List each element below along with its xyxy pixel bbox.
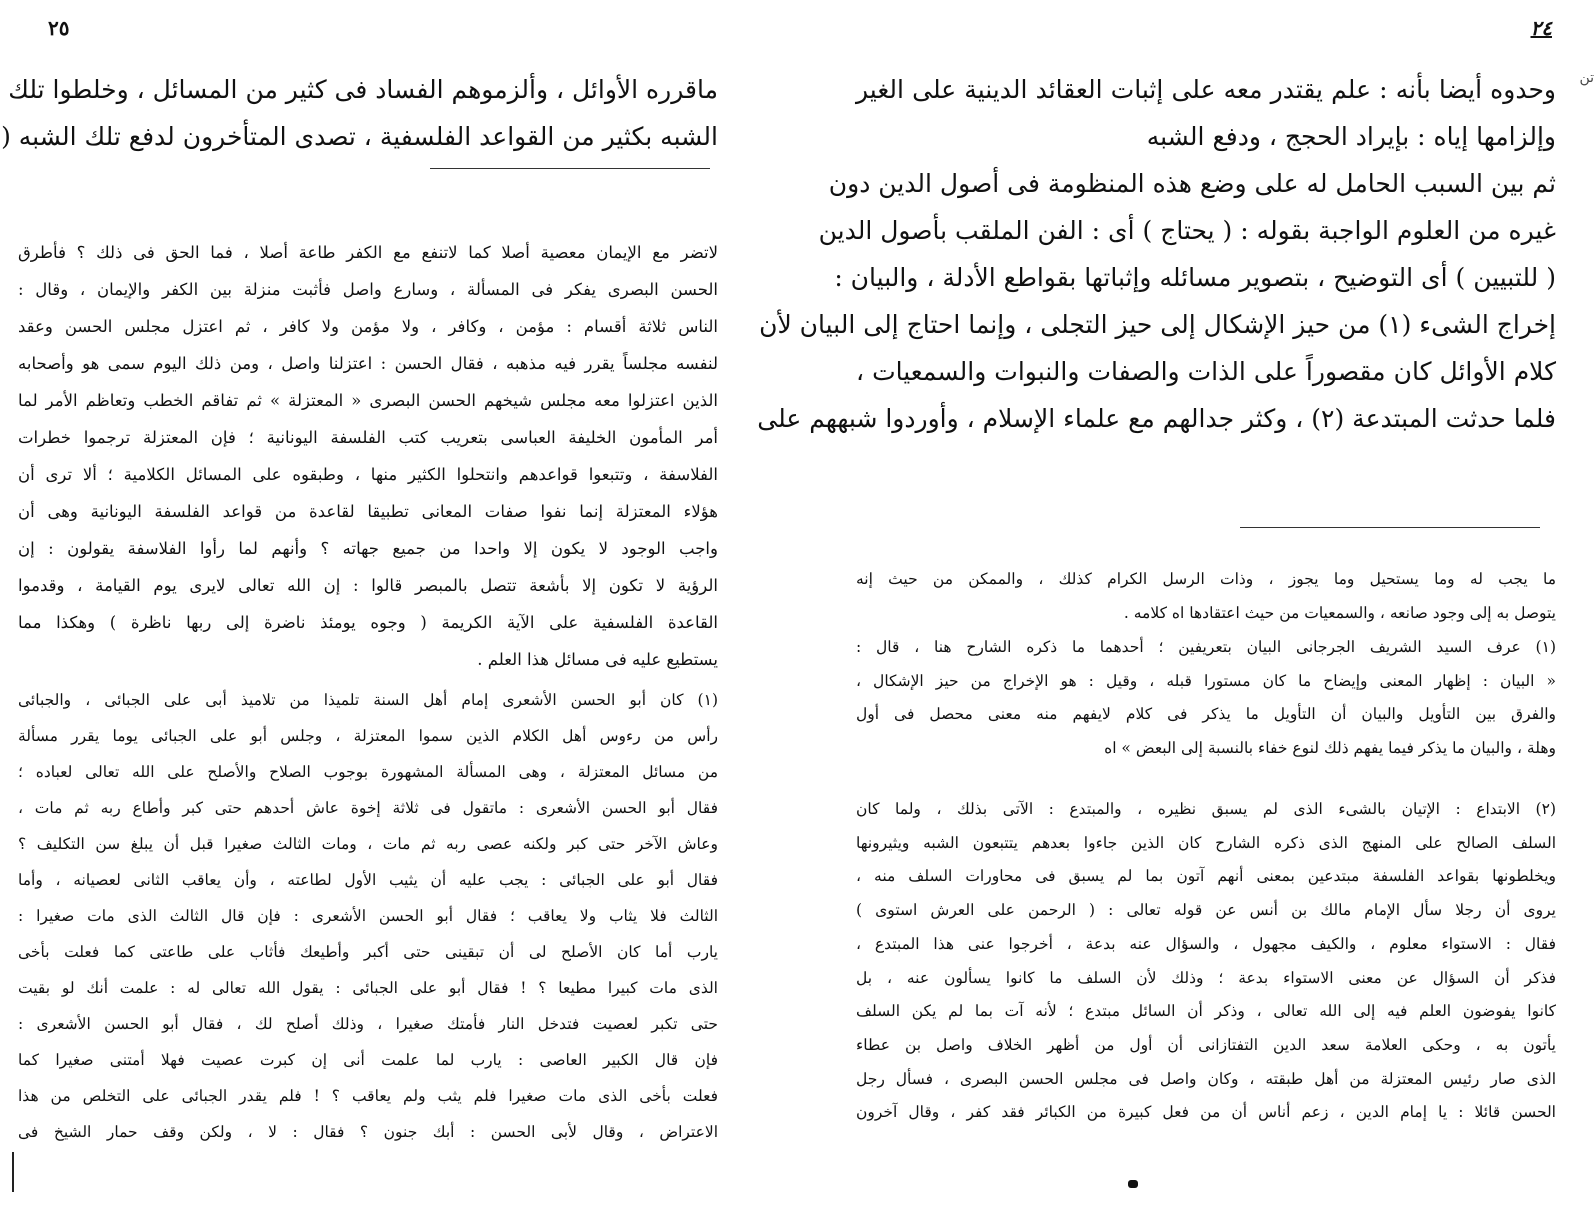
text-line: فإن قال الكبير العاصى : يارب لما علمت أنى إن كبرت عصيت فهلا أمتنى صغيرا كما xyxy=(18,1051,718,1069)
text-line: إخراج الشىء (١) من حيز الإشكال إلى حيز التجلى ، وإنما احتاج إلى البيان لأن xyxy=(759,310,1556,339)
text-line: ثم بين السبب الحامل له على وضع هذه المنظومة فى أصول الدين دون xyxy=(828,169,1556,198)
text-line: والفرق بين التأويل والبيان أن التأويل ما يذكر فى كلام لايفهم منه معنى محصل فى أول xyxy=(856,705,1556,723)
text-line: الذى صار رئيس المعتزلة من أهل طبقته ، وكان واصل فى مجلس الحسن البصرى ، فسأل رجل xyxy=(856,1069,1556,1088)
text-line: ماقرره الأوائل ، وألزموهم الفساد فى كثير من المسائل ، وخلطوا تلك xyxy=(8,75,718,104)
text-line: الذى مات كبيرا مطيعا ؟ ! فقال أبو على الجبائى : يقول الله تعالى له : علمت أنك لو بقيت xyxy=(18,979,718,997)
text-line: السلف الصالح على المنهج الذى ذكره الشارح كان الذين جاءوا بعدهم يتتبعون الشبه ويثيرونها xyxy=(856,833,1556,852)
separator-rule xyxy=(1240,527,1540,528)
text-line: الحسن قائلا : يا إمام الدين ، زعم أناس أن من فعل كبيرة من الكبائر فقد كفر ، وقال آخرون xyxy=(856,1103,1556,1122)
text-line: وحدوه أيضا بأنه : علم يقتدر معه على إثبات العقائد الدينية على الغير xyxy=(856,75,1556,104)
text-line: كانوا يفوضون العلم فيه إلى الله تعالى ، وذكر أن السائل مبتدع ؛ لأنه آت بما لم يكن السلف xyxy=(856,1002,1556,1021)
separator-rule xyxy=(430,168,710,169)
text-line: القاعدة الفلسفية على الآية الكريمة ( وجوه يومئذ ناضرة إلى ربها ناظرة ) وهكذا مما xyxy=(18,613,718,632)
text-line: ما يجب له وما يستحيل وما يجوز ، وذات الرسل الكرام كذلك ، والممكن من حيث إنه xyxy=(856,570,1556,588)
text-line: فقال أبو على الجبائى : يجب عليه أن يثيب الأول لطاعته ، وأن يعاقب الثانى لعصيانه ، وأما xyxy=(18,871,718,889)
text-line: يتوصل به إلى وجود صانعه ، والسمعيات من حيث اعتقادها اه كلامه . xyxy=(1123,603,1556,622)
text-line: يستطيع عليه فى مسائل هذا العلم . xyxy=(477,650,718,669)
text-line: الاعتراض ، وقال لأبى الحسن : أبك جنون ؟ فقال : لا ، ولكن وقف حمار الشيخ فى xyxy=(18,1123,718,1141)
text-line: ويخلطونها بقواعد الفلسفة مبتدعين بمعنى أنهم آتون بما لم يسبق فى محاورات السلف منه ، xyxy=(856,867,1556,886)
right-footnote-1 xyxy=(856,631,1556,765)
right-footnote-continuation xyxy=(856,563,1556,630)
ink-spot xyxy=(1128,1180,1138,1188)
text-line: الرؤية لا تكون إلا بأشعة تتصل بالمبصر قالوا : إن الله تعالى لايرى يوم القيامة ، وقدموا xyxy=(18,576,718,595)
text-line: يارب أما كان الأصلح لى أن تبقينى حتى أكبر وأطيعك فأثاب على طاعتى كما فعلت بأخى xyxy=(18,943,718,961)
text-line: فلما حدثت المبتدعة (٢) ، وكثر جدالهم مع علماء الإسلام ، وأوردوا شبههم على xyxy=(757,404,1556,433)
text-line: فقال : الاستواء معلوم ، والكيف مجهول ، والسؤال عنه بدعة ، أخرجوا عنى هذا المبتدع ، xyxy=(856,934,1556,953)
text-line: رأس من رءوس أهل الكلام الذين سموا المعتزلة ، وجلس أبو على الجبائى يوما يقرر مسألة xyxy=(18,727,718,745)
right-main-paragraph xyxy=(757,66,1556,442)
text-line: أمر المأمون الخليفة العباسى بتعريب كتب الفلسفة اليونانية ؛ فإن المعتزلة ترجموا خطرات xyxy=(18,428,718,447)
page-number-left: ٢٥ xyxy=(48,16,70,40)
text-line: الفلاسفة ، وتتبعوا قواعدهم وانتحلوا الكثير منها ، وطبقوه على المسائل الكلامية ؛ ألا ترى أن xyxy=(18,465,718,484)
left-top-paragraph xyxy=(1,66,718,160)
text-line: هؤلاء المعتزلة إنما نفوا صفات المعانى تطبيقا لقاعدة من قواعد الفلسفة اليونانية وهى أن xyxy=(18,502,718,521)
text-line: حتى تكبر لعصيت فتدخل النار فأمتك صغيرا ، وذلك أصلح لك ، فقال أبو الحسن الأشعرى : xyxy=(18,1015,718,1033)
text-line: ( للتبيين ) أى التوضيح ، بتصوير مسائله وإثباتها بقواطع الأدلة ، والبيان : xyxy=(834,263,1556,292)
text-line: وإلزامها إياه : بإيراد الحجج ، ودفع الشبه xyxy=(1146,122,1556,151)
margin-annotation: تن xyxy=(1579,70,1594,86)
text-line: لاتضر مع الإيمان معصية أصلا كما لاتنفع مع الكفر طاعة أصلا ، فما الحق فى ذلك ؟ فأطرق xyxy=(18,243,718,262)
text-line: غيره من العلوم الواجبة بقوله : ( يحتاج ) أى : الفن الملقب بأصول الدين xyxy=(818,216,1556,245)
text-line: (١) عرف السيد الشريف الجرجانى البيان بتعريفين ؛ أحدهما ما ذكره الشارح هنا ، قال : xyxy=(856,638,1556,656)
text-line: فقال أبو الحسن الأشعرى : ماتقول فى ثلاثة إخوة عاش أحدهم حتى كبر وأطاع ربه ثم مات ، xyxy=(18,799,718,817)
text-line: كلام الأوائل كان مقصوراً على الذات والصفات والنبوات والسمعيات ، xyxy=(856,357,1556,386)
text-line: لنفسه مجلساً يقرر فيه مذهبه ، فقال الحسن : اعتزلنا واصل ، ومن ذلك اليوم سمى هو وأصحابه xyxy=(18,354,718,373)
text-line: « البيان : إظهار المعنى وإيضاح ما كان مستورا قبله ، وقيل : هو الإخراج من حيز الإشكال ، xyxy=(856,671,1556,690)
text-line: فذكر أن السؤال عن معنى الاستواء بدعة ؛ وذلك لأن السلف ما كانوا يسألون عنه ، بل xyxy=(856,968,1556,987)
text-line: فعلت بأخى الذى مات صغيرا فلم يثب ولم يعاقب ؟ ! فلم يقدر الجبائى على التخلص من هذا xyxy=(18,1087,718,1105)
right-page xyxy=(757,0,1594,1215)
text-line: وهلة ، والبيان ما يذكر فيما يفهم ذلك لنوع خفاء بالنسبة إلى البعض » اه xyxy=(1104,738,1556,757)
text-line: يروى أن رجلا سأل الإمام مالك بن أنس عن قوله تعالى : ( الرحمن على العرش استوى ) xyxy=(856,901,1556,920)
text-line: وعاش الآخر حتى كبر ولكنه عصى ربه ثم مات ، ومات الثالث صغيرا قبل أن يبلغ سن التكليف ؟ xyxy=(18,835,718,853)
text-line: واجب الوجود لا يكون إلا واحدا من جميع جهاته ؟ وأنهم لما رأوا الفلاسفة يقولون : إن xyxy=(18,539,718,558)
text-line: الناس ثلاثة أقسام : مؤمن ، وكافر ، ولا مؤمن ولا كافر ، ثم اعتزل مجلس الحسن وعقد xyxy=(18,317,718,336)
text-line: الحسن البصرى يفكر فى المسألة ، وسارع واصل فأثبت منزلة بين الكفر والإيمان ، وقال : xyxy=(18,280,718,299)
text-line: من مسائل المعتزلة ، وهى المسألة المشهورة بوجوب الصلاح والأصلح على الله تعالى لعباده ؛ xyxy=(18,763,718,781)
text-line: الثالث فلا يثاب ولا يعاقب ؛ فقال أبو الحسن الأشعرى : فإن قال الثالث الذى مات صغيرا : xyxy=(18,907,718,925)
text-line: الذين اعتزلوا معه مجلس شيخهم الحسن البصرى « المعتزلة » ثم تفاقم الخطب وتعاظم الأمر لما xyxy=(18,391,718,410)
text-line: الشبه بكثير من القواعد الفلسفية ، تصدى المتأخرون لدفع تلك الشبه ( xyxy=(1,122,718,151)
text-line: (١) كان أبو الحسن الأشعرى إمام أهل السنة تلميذا من تلاميذ أبى على الجبائى ، والجبائى xyxy=(18,691,718,709)
text-line: (٢) الابتداع : الإتيان بالشىء الذى لم يسبق نظيره ، والمبتدع : الآتى بذلك ، ولما كان xyxy=(856,800,1556,818)
margin-scribble xyxy=(12,1152,14,1192)
left-footnote xyxy=(18,682,718,1150)
text-line: يأتون به ، وحكى العلامة سعد الدين التفتازانى أن أول من أظهر الخلاف واصل بن عطاء xyxy=(856,1035,1556,1054)
right-footnote-2 xyxy=(856,793,1556,1130)
page-number-right: ٢٤ xyxy=(1530,16,1552,40)
left-commentary-paragraph xyxy=(18,234,718,678)
left-page xyxy=(0,0,735,1215)
